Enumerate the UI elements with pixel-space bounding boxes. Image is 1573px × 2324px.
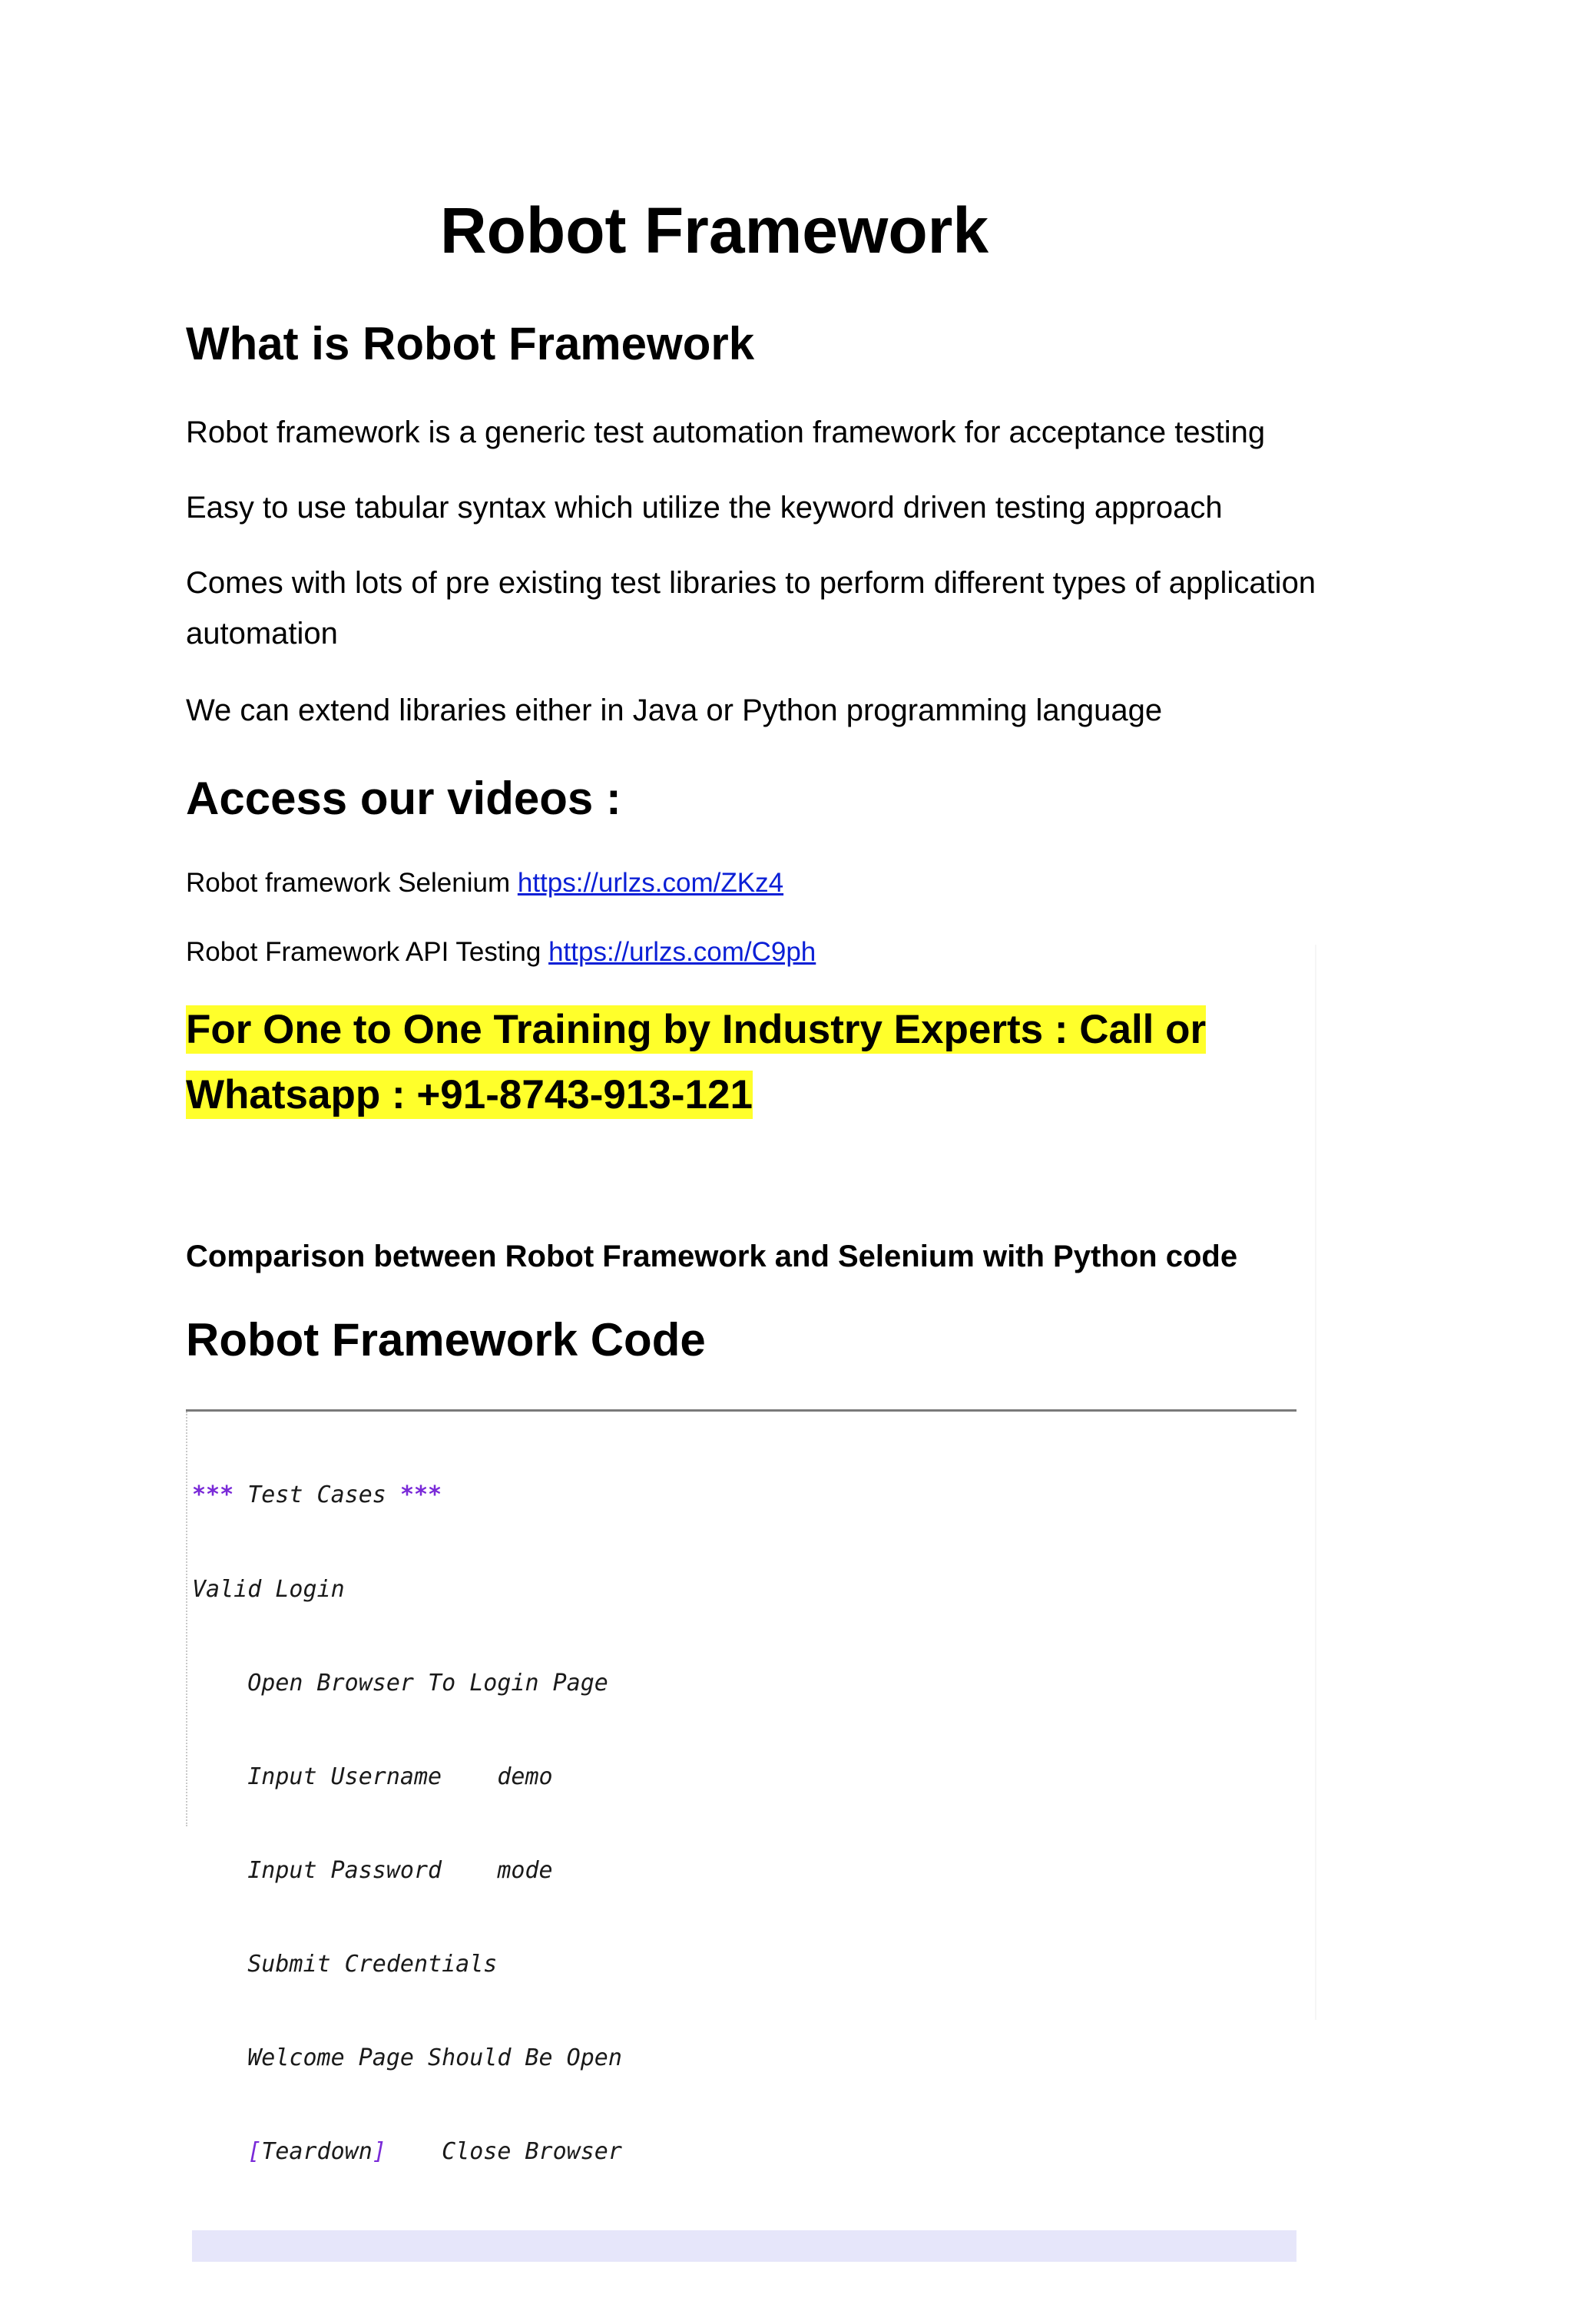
- video-link-label: Robot Framework API Testing: [186, 937, 541, 967]
- code-screenshot: [186, 1409, 1296, 2166]
- code-text: [Teardown] Close Browser: [247, 2138, 622, 2166]
- code-line: [192, 1949, 1296, 1981]
- code-line: [192, 2137, 1296, 2168]
- video-link-row: [186, 933, 816, 972]
- paragraph: Comes with lots of pre existing test libraries to perform different types of application automation: [186, 566, 1316, 651]
- page-title: Robot Framework: [439, 194, 989, 266]
- paragraph: We can extend libraries either in Java or Python programming language: [186, 694, 1163, 727]
- video-link[interactable]: https://urlzs.com/C9ph: [548, 937, 816, 967]
- paragraph: Robot framework is a generic test automation framework for acceptance testing: [186, 415, 1266, 449]
- video-link[interactable]: https://urlzs.com/ZKz4: [517, 868, 784, 898]
- code-text: *** Test Cases ***: [192, 1481, 442, 1509]
- code-text: Valid Login: [192, 1575, 345, 1603]
- page-divider: [1315, 945, 1316, 2020]
- code-line: [192, 1856, 1296, 1887]
- training-promo: [186, 997, 1215, 1127]
- code-text: Open Browser To Login Page: [192, 1669, 608, 1697]
- promo-line-2: Whatsapp : +91-8743-913-121: [186, 1072, 753, 1117]
- code-text: Input Username demo: [192, 1763, 553, 1790]
- section-heading-what: What is Robot Framework: [186, 318, 755, 369]
- code-text: Input Password mode: [192, 1856, 553, 1884]
- paragraph: Easy to use tabular syntax which utilize the keyword driven testing approach: [186, 491, 1223, 525]
- code-line-highlighted: [192, 2230, 1296, 2262]
- code-text: Welcome Page Should Be Open: [192, 2044, 622, 2071]
- code-line: [192, 1480, 1296, 1511]
- comparison-heading: Comparison between Robot Framework and Selenium with Python code: [186, 1240, 1238, 1273]
- video-link-row: [186, 864, 783, 902]
- code-line: [192, 1762, 1296, 1793]
- promo-line-1: For One to One Training by Industry Experts : Call or: [186, 1007, 1207, 1052]
- code-gutter: [186, 1412, 191, 1826]
- code-line: [192, 2043, 1296, 2074]
- code-text: Submit Credentials: [192, 1950, 498, 1978]
- section-heading-code: Robot Framework Code: [186, 1314, 706, 1366]
- code-line: [192, 1574, 1296, 1606]
- section-heading-videos: Access our videos :: [186, 773, 621, 824]
- video-link-label: Robot framework Selenium: [186, 868, 511, 898]
- code-line: [192, 1668, 1296, 1700]
- code-block: [192, 1418, 1296, 2324]
